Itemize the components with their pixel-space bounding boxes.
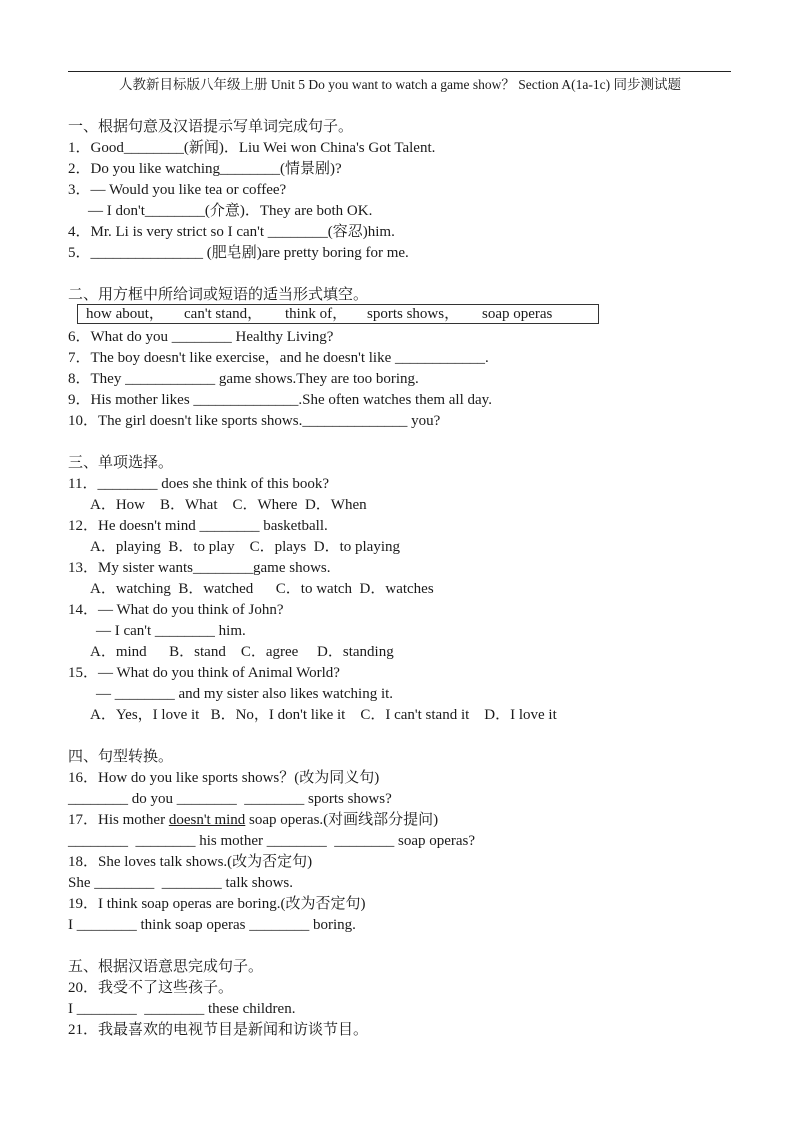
- box-word: think of，: [285, 306, 348, 322]
- question-3-reply: — I don't________(介意)．They are both OK.: [88, 203, 373, 219]
- page-title: 人教新目标版八年级上册 Unit 5 Do you want to watch a game show？ Section A(1a-1c) 同步测试题: [118, 77, 682, 92]
- section-5-heading: 五、根据汉语意思完成句子。: [68, 959, 264, 975]
- question-8: 8．They ____________ game shows.They are too boring.: [68, 371, 419, 387]
- section-4-heading: 四、句型转换。: [68, 749, 174, 765]
- question-5: 5．_______________ (肥皂剧)are pretty boring for me.: [68, 245, 409, 261]
- question-7: 7．The boy doesn't like exercise，and he doesn't like ____________.: [68, 350, 489, 366]
- question-10: 10．The girl doesn't like sports shows.______________ you?: [68, 413, 441, 429]
- question-15-reply: — ________ and my sister also likes watching it.: [96, 686, 394, 702]
- question-11-options: A．How B．What C．Where D．When: [90, 497, 367, 513]
- box-word: how about，: [86, 306, 164, 322]
- question-20-answer: I ________ ________ these children.: [68, 1001, 296, 1017]
- question-2: 2．Do you like watching________(情景剧)?: [68, 161, 342, 177]
- question-19-answer: I ________ think soap operas ________ boring.: [68, 917, 356, 933]
- question-14-options: A．mind B．stand C．agree D．standing: [90, 644, 394, 660]
- question-4: 4．Mr. Li is very strict so I can't ________(容忍)him.: [68, 224, 395, 240]
- section-3-heading: 三、单项选择。: [68, 455, 174, 471]
- box-word: sports shows，: [367, 306, 460, 322]
- word-box: [77, 304, 599, 324]
- question-16: 16．How do you like sports shows？(改为同义句): [68, 770, 380, 786]
- question-17-answer: ________ ________ his mother ________ ________ soap operas?: [68, 833, 476, 849]
- underlined-phrase: doesn't mind: [168, 812, 246, 828]
- question-17-tail: soap operas.(对画线部分提问): [245, 812, 439, 828]
- question-18-answer: She ________ ________ talk shows.: [68, 875, 293, 891]
- question-15-options: A．Yes，I love it B．No，I don't like it C．I can't stand it D．I love it: [90, 707, 557, 723]
- question-18: 18．She loves talk shows.(改为否定句): [68, 854, 313, 870]
- question-12: 12．He doesn't mind ________ basketball.: [68, 518, 328, 534]
- question-6: 6．What do you ________ Healthy Living?: [68, 329, 334, 345]
- section-2-heading: 二、用方框中所给词或短语的适当形式填空。: [68, 287, 369, 303]
- question-14-reply: — I can't ________ him.: [96, 623, 246, 639]
- question-20: 20．我受不了这些孩子。: [68, 980, 234, 996]
- question-13-options: A．watching B．watched C．to watch D．watches: [90, 581, 434, 597]
- question-3: 3．— Would you like tea or coffee?: [68, 182, 287, 198]
- box-word: soap operas: [482, 306, 553, 322]
- box-word: can't stand，: [184, 306, 263, 322]
- question-17: [68, 810, 438, 830]
- question-1: 1．Good________(新闻)．Liu Wei won China's Got Talent.: [68, 140, 436, 156]
- question-21: 21．我最喜欢的电视节目是新闻和访谈节目。: [68, 1022, 369, 1038]
- question-16-answer: ________ do you ________ ________ sports shows?: [68, 791, 392, 807]
- question-14: 14．— What do you think of John?: [68, 602, 284, 618]
- question-9: 9．His mother likes ______________.She often watches them all day.: [68, 392, 492, 408]
- question-17-lead: 17．His mother: [68, 812, 169, 828]
- question-13: 13．My sister wants________game shows.: [68, 560, 331, 576]
- question-15: 15．— What do you think of Animal World?: [68, 665, 340, 681]
- header-rule: [68, 71, 731, 72]
- question-19: 19．I think soap operas are boring.(改为否定句): [68, 896, 366, 912]
- section-1-heading: 一、根据句意及汉语提示写单词完成句子。: [68, 119, 354, 135]
- question-11: 11．________ does she think of this book?: [68, 476, 330, 492]
- question-12-options: A．playing B．to play C．plays D．to playing: [90, 539, 400, 555]
